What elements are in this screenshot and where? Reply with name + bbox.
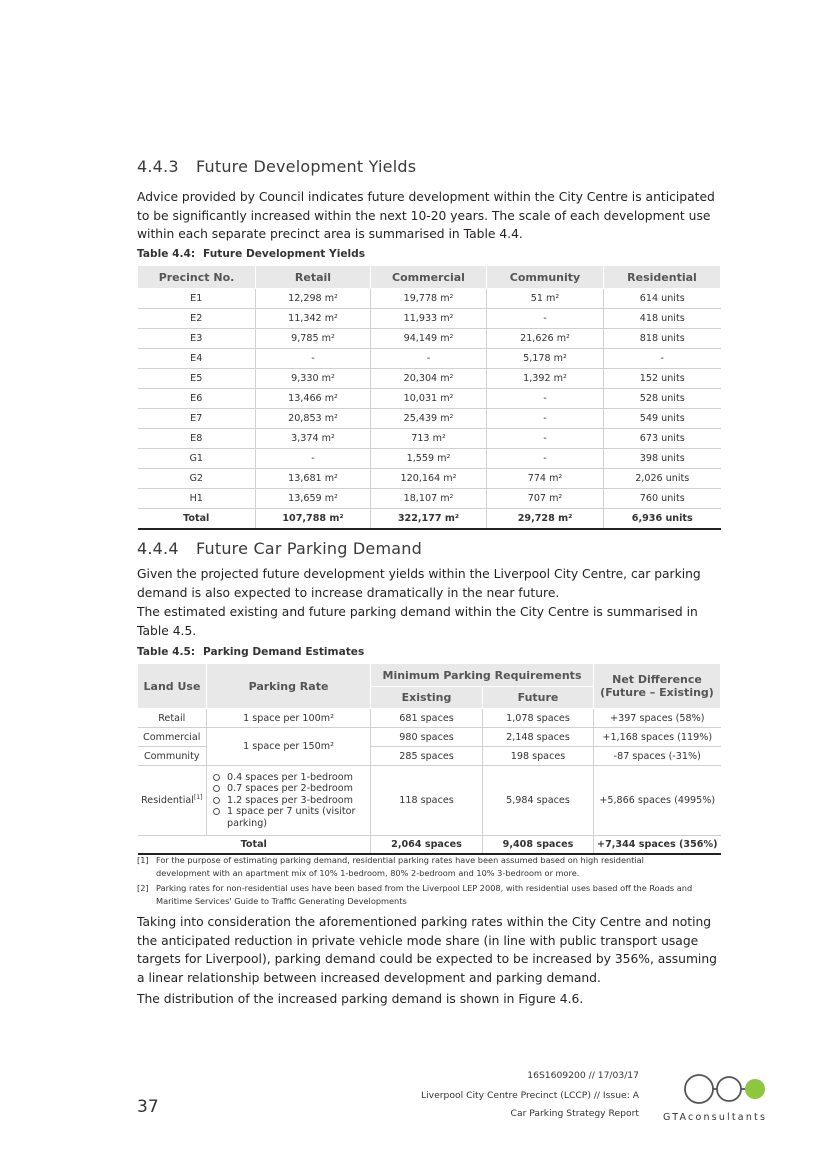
page-number: 37 bbox=[137, 1097, 159, 1117]
table-cell: Commercial bbox=[138, 728, 207, 747]
table-cell: 1,078 spaces bbox=[483, 709, 594, 728]
table-row bbox=[138, 329, 721, 349]
table-cell: 614 units bbox=[604, 289, 721, 309]
column-header: Land Use bbox=[138, 664, 207, 709]
table-row bbox=[138, 409, 721, 429]
table-cell: 980 spaces bbox=[371, 728, 483, 747]
table-cell: +5,866 spaces (4995%) bbox=[594, 766, 721, 836]
table-caption bbox=[137, 646, 364, 658]
table-row bbox=[138, 766, 721, 836]
list-item: 1 space per 7 units (visitor parking) bbox=[211, 806, 368, 829]
table-title: Future Development Yields bbox=[203, 248, 366, 260]
table-cell: 713 m² bbox=[371, 429, 487, 449]
list-item: 0.4 spaces per 1-bedroom bbox=[211, 772, 368, 784]
table-cell: 9,408 spaces bbox=[483, 836, 594, 854]
column-header: Future bbox=[483, 687, 594, 709]
table-cell: 94,149 m² bbox=[371, 329, 487, 349]
table-row bbox=[138, 709, 721, 728]
table-cell: G2 bbox=[138, 469, 256, 489]
table-cell: 13,659 m² bbox=[256, 489, 371, 509]
table-title: Parking Demand Estimates bbox=[203, 646, 365, 658]
table-cell: E4 bbox=[138, 349, 256, 369]
table-cell: 9,785 m² bbox=[256, 329, 371, 349]
table-row bbox=[138, 449, 721, 469]
table-cell: 12,298 m² bbox=[256, 289, 371, 309]
table-cell: 322,177 m² bbox=[371, 509, 487, 529]
table-row bbox=[138, 369, 721, 389]
column-header: Retail bbox=[256, 266, 371, 289]
table-cell: 5,984 spaces bbox=[483, 766, 594, 836]
net-difference-header-line: (Future – Existing) bbox=[600, 686, 714, 699]
table-cell: +1,168 spaces (119%) bbox=[594, 728, 721, 747]
table-cell: 760 units bbox=[604, 489, 721, 509]
table-cell: - bbox=[256, 349, 371, 369]
table-label: Table 4.4: bbox=[137, 248, 196, 260]
table-cell: 18,107 m² bbox=[371, 489, 487, 509]
table-cell: +7,344 spaces (356%) bbox=[594, 836, 721, 854]
future-development-yields-table bbox=[137, 265, 721, 530]
footer-project: Liverpool City Centre Precinct (LCCP) // Issue: A bbox=[420, 1090, 639, 1101]
table-cell: 2,026 units bbox=[604, 469, 721, 489]
table-cell: 11,342 m² bbox=[256, 309, 371, 329]
table-cell: - bbox=[487, 389, 604, 409]
footnote-text: development with an apartment mix of 10% 1-bedroom, 80% 2-bedroom and 10% 3-bedroom or more. bbox=[156, 868, 580, 878]
table-cell: E2 bbox=[138, 309, 256, 329]
table-cell: 20,853 m² bbox=[256, 409, 371, 429]
table-cell: Community bbox=[138, 747, 207, 766]
section-number: 4.4.4 bbox=[137, 539, 179, 558]
column-header: Residential bbox=[604, 266, 721, 289]
net-difference-header-line: Net Difference bbox=[612, 673, 702, 686]
table-cell: Total bbox=[138, 836, 371, 854]
table-cell: 285 spaces bbox=[371, 747, 483, 766]
land-use-label: Residential bbox=[141, 795, 194, 807]
table-cell: -87 spaces (-31%) bbox=[594, 747, 721, 766]
table-cell: 25,439 m² bbox=[371, 409, 487, 429]
section-number: 4.4.3 bbox=[137, 157, 179, 176]
table-cell: +397 spaces (58%) bbox=[594, 709, 721, 728]
table-cell: 10,031 m² bbox=[371, 389, 487, 409]
table-cell: 9,330 m² bbox=[256, 369, 371, 389]
section-heading-4-4-4 bbox=[137, 539, 422, 558]
column-header: Minimum Parking Requirements bbox=[371, 664, 594, 687]
table-cell: Retail bbox=[138, 709, 207, 728]
table-cell: E6 bbox=[138, 389, 256, 409]
table-cell: E1 bbox=[138, 289, 256, 309]
table-cell: 1,559 m² bbox=[371, 449, 487, 469]
table-cell: - bbox=[604, 349, 721, 369]
footnote-text: Maritime Services' Guide to Traffic Generating Developments bbox=[156, 896, 407, 906]
table-cell: 5,178 m² bbox=[487, 349, 604, 369]
paragraph: The estimated existing and future parking demand within the City Centre is summarised in Table 4.5. bbox=[137, 605, 698, 638]
section-title: Future Car Parking Demand bbox=[196, 539, 422, 558]
parking-demand-estimates-table bbox=[137, 663, 721, 855]
table-total-row bbox=[138, 836, 721, 854]
table-cell: - bbox=[487, 409, 604, 429]
table-cell: 774 m² bbox=[487, 469, 604, 489]
table-cell: 29,728 m² bbox=[487, 509, 604, 529]
list-item: 1.2 spaces per 3-bedroom bbox=[211, 795, 368, 807]
column-header: Community bbox=[487, 266, 604, 289]
table-cell: 1 space per 150m² bbox=[207, 728, 371, 766]
column-header: Existing bbox=[371, 687, 483, 709]
paragraph: Taking into consideration the aforementioned parking rates within the City Centre and noting the anticipated reduction in private vehicle mode share (in line with public transport usage targets for Liverpool), parking demand could be expected to be increased by 356%, assuming a linear relationship between increased development and parking demand. bbox=[137, 915, 717, 985]
table-cell bbox=[207, 766, 371, 836]
table-header-row bbox=[138, 266, 721, 289]
table-cell: 51 m² bbox=[487, 289, 604, 309]
column-header: Parking Rate bbox=[207, 664, 371, 709]
table-cell: 11,933 m² bbox=[371, 309, 487, 329]
table-row bbox=[138, 349, 721, 369]
footnote-ref: [1] bbox=[193, 794, 203, 802]
logo-text: GTAconsultants bbox=[663, 1112, 768, 1123]
footnote bbox=[137, 854, 727, 880]
table-cell: - bbox=[487, 429, 604, 449]
table-cell: 13,466 m² bbox=[256, 389, 371, 409]
table-row bbox=[138, 429, 721, 449]
table-cell: - bbox=[487, 449, 604, 469]
paragraph: The distribution of the increased parking demand is shown in Figure 4.6. bbox=[137, 992, 584, 1006]
table-row bbox=[138, 309, 721, 329]
table-cell: E5 bbox=[138, 369, 256, 389]
footnote-text: For the purpose of estimating parking demand, residential parking rates have been assumed based on high residential bbox=[156, 855, 644, 865]
logo-circles-icon bbox=[663, 1072, 773, 1106]
residential-rates-list bbox=[211, 772, 368, 830]
footer-reference: 16S1609200 // 17/03/17 bbox=[527, 1070, 639, 1081]
table-cell: 118 spaces bbox=[371, 766, 483, 836]
table-cell: 818 units bbox=[604, 329, 721, 349]
table-total-row bbox=[138, 509, 721, 529]
table-cell: 1 space per 100m² bbox=[207, 709, 371, 728]
table-cell: 398 units bbox=[604, 449, 721, 469]
column-header: Commercial bbox=[371, 266, 487, 289]
table-cell: 673 units bbox=[604, 429, 721, 449]
table-cell: 120,164 m² bbox=[371, 469, 487, 489]
table-cell: 107,788 m² bbox=[256, 509, 371, 529]
footer-report: Car Parking Strategy Report bbox=[510, 1108, 639, 1119]
table-cell: 152 units bbox=[604, 369, 721, 389]
table-cell: 707 m² bbox=[487, 489, 604, 509]
table-cell: 528 units bbox=[604, 389, 721, 409]
list-item: 0.7 spaces per 2-bedroom bbox=[211, 783, 368, 795]
section-title: Future Development Yields bbox=[196, 157, 417, 176]
table-caption bbox=[137, 248, 365, 260]
table-cell: - bbox=[487, 309, 604, 329]
table-cell: 2,064 spaces bbox=[371, 836, 483, 854]
table-cell: 6,936 units bbox=[604, 509, 721, 529]
table-cell: G1 bbox=[138, 449, 256, 469]
table-row bbox=[138, 728, 721, 747]
section-heading-4-4-3 bbox=[137, 157, 416, 176]
table-cell: 198 spaces bbox=[483, 747, 594, 766]
table-cell: 19,778 m² bbox=[371, 289, 487, 309]
table-cell bbox=[138, 766, 207, 836]
table-cell: Total bbox=[138, 509, 256, 529]
column-header: Precinct No. bbox=[138, 266, 256, 289]
table-cell: 3,374 m² bbox=[256, 429, 371, 449]
table-cell: E7 bbox=[138, 409, 256, 429]
table-cell: 418 units bbox=[604, 309, 721, 329]
footnote-number: [2] bbox=[137, 883, 149, 893]
paragraph: Given the projected future development yields within the Liverpool City Centre, car parking demand is also expected to increase dramatically in the near future. bbox=[137, 567, 701, 600]
table-cell: E8 bbox=[138, 429, 256, 449]
table-cell: E3 bbox=[138, 329, 256, 349]
table-row bbox=[138, 289, 721, 309]
table-row bbox=[138, 489, 721, 509]
table-row bbox=[138, 389, 721, 409]
table-cell: 20,304 m² bbox=[371, 369, 487, 389]
company-logo bbox=[663, 1072, 783, 1127]
table-cell: 13,681 m² bbox=[256, 469, 371, 489]
table-row bbox=[138, 469, 721, 489]
table-cell: 549 units bbox=[604, 409, 721, 429]
table-cell: 2,148 spaces bbox=[483, 728, 594, 747]
table-header-row bbox=[138, 664, 721, 687]
table-label: Table 4.5: bbox=[137, 646, 196, 658]
table-cell: 21,626 m² bbox=[487, 329, 604, 349]
footnote-number: [1] bbox=[137, 855, 149, 865]
footnote bbox=[137, 882, 727, 908]
table-cell: 1,392 m² bbox=[487, 369, 604, 389]
table-cell: - bbox=[256, 449, 371, 469]
footnote-text: Parking rates for non-residential uses have been based from the Liverpool LEP 2008, with residential uses based off the Roads and bbox=[156, 883, 693, 893]
column-header bbox=[594, 664, 721, 709]
table-cell: 681 spaces bbox=[371, 709, 483, 728]
paragraph: Advice provided by Council indicates future development within the City Centre is anticipated to be significantly increased within the next 10-20 years. The scale of each development use within each separate precinct area is summarised in Table 4.4. bbox=[137, 190, 715, 241]
table-cell: - bbox=[371, 349, 487, 369]
table-cell: H1 bbox=[138, 489, 256, 509]
